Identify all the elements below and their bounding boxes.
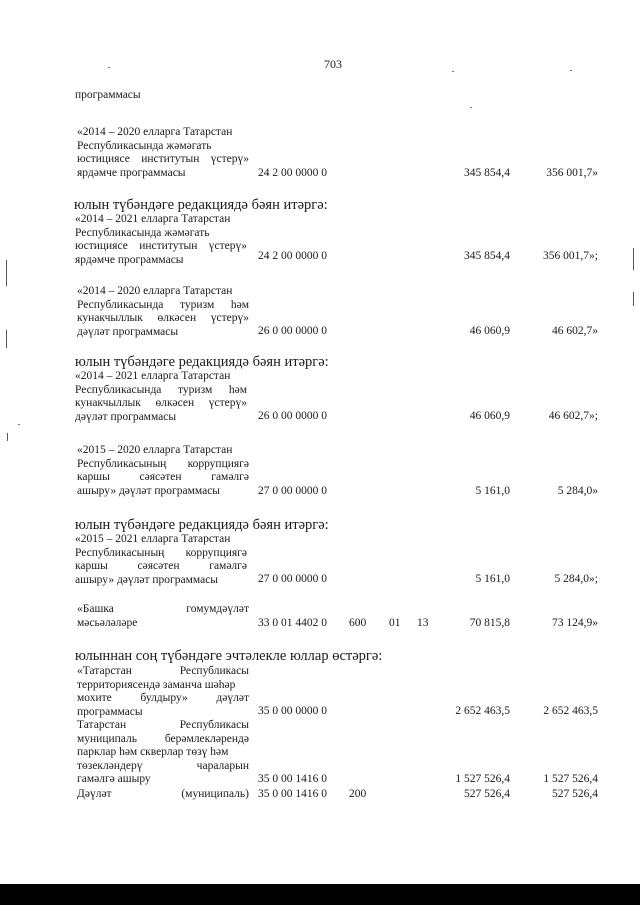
value-2020: 5 161,0 <box>475 485 510 497</box>
value-2021: 46 602,7»; <box>548 410 598 422</box>
scan-speck <box>452 71 454 72</box>
scan-bottom-bar <box>0 884 640 905</box>
value-2021: 46 602,7» <box>552 325 598 337</box>
target-code: 35 0 00 1416 0 <box>258 773 327 785</box>
expense-type-code: 600 <box>349 617 367 629</box>
value-2020: 5 161,0 <box>475 573 510 585</box>
value-2021: 73 124,9» <box>552 617 598 629</box>
scan-edge-mark <box>6 330 7 348</box>
entry-label: «Татарстан Республикасы территориясендә заманча шәһәр мохите булдыру» дәүләт программасы <box>77 665 249 718</box>
target-code: 24 2 00 0000 0 <box>258 167 327 179</box>
entry-label: «2014 – 2021 елларга Татарстан Республикасында туризм һәм кунакчыллык өлкәсен үстерү» дәүләт программасы <box>75 370 247 423</box>
value-2020: 345 854,4 <box>464 250 510 262</box>
value-2021: 527 526,4 <box>552 788 598 800</box>
value-2021: 5 284,0»; <box>554 573 598 585</box>
target-code: 35 0 00 0000 0 <box>258 705 327 717</box>
target-code: 27 0 00 0000 0 <box>258 573 327 585</box>
entry-label: «2015 – 2021 елларга Татарстан Республикасының коррупциягә каршы сәясәтен гамәлгә ашыру» дәүләт программасы <box>75 533 247 586</box>
entry-label: «2014 – 2020 елларга Татарстан Республикасында туризм һәм кунакчыллык өлкәсен үстерү» дәүләт программасы <box>77 285 249 338</box>
value-2021: 356 001,7» <box>546 167 598 179</box>
entry-label: Дәүләт (муниципаль) <box>77 788 249 800</box>
scan-speck <box>18 424 20 425</box>
scan-speck <box>108 67 110 68</box>
target-code: 27 0 00 0000 0 <box>258 485 327 497</box>
entry-label: Татарстан Республикасы муниципаль берәмлекләрендә парклар һәм скверлар төзү һәм төзекләндерү чараларын гамәлгә ашыру <box>77 719 249 785</box>
scan-speck <box>470 107 472 108</box>
subsection-code: 13 <box>417 617 429 629</box>
value-2020: 345 854,4 <box>464 167 510 179</box>
target-code: 26 0 00 0000 0 <box>258 325 327 337</box>
edit-instruction: юлын түбәндәге редакциядә бәян итәргә: <box>74 197 328 213</box>
value-2021: 356 001,7»; <box>543 250 598 262</box>
value-2020: 2 652 463,5 <box>455 705 510 717</box>
target-code: 26 0 00 0000 0 <box>258 410 327 422</box>
section-code: 01 <box>389 617 401 629</box>
entry-label: «2014 – 2021 елларга Татарстан Республикасында жәмәгать юстициясе институтын үстерү» ярдәмче программасы <box>75 213 247 266</box>
continuation-text: программасы <box>75 89 141 101</box>
value-2021: 2 652 463,5 <box>543 705 598 717</box>
edit-instruction: юлыннан соң түбәндәге эчтәлекле юллар өстәргә: <box>75 648 383 664</box>
scan-edge-mark <box>633 248 634 270</box>
expense-type-code: 200 <box>349 788 367 800</box>
scan-edge-mark <box>633 292 634 306</box>
edit-instruction: юлын түбәндәге редакциядә бәян итәргә: <box>75 517 329 533</box>
entry-label: «2015 – 2020 елларга Татарстан Республикасының коррупциягә каршы сәясәтен гамәлгә ашыру» дәүләт программасы <box>77 444 249 497</box>
scan-edge-mark <box>6 260 7 286</box>
value-2021: 1 527 526,4 <box>543 773 598 785</box>
entry-label: «Башка гомумдәүләт мәсьәләләре <box>77 603 249 629</box>
scan-speck <box>570 70 572 71</box>
entry-label: «2014 – 2020 елларга Татарстан Республикасында жәмәгать юстициясе институтын үстерү» ярдәмче программасы <box>77 126 249 179</box>
value-2020: 527 526,4 <box>464 788 510 800</box>
target-code: 24 2 00 0000 0 <box>258 250 327 262</box>
value-2021: 5 284,0» <box>557 485 598 497</box>
value-2020: 1 527 526,4 <box>455 773 510 785</box>
target-code: 35 0 00 1416 0 <box>258 788 327 800</box>
value-2020: 46 060,9 <box>469 325 510 337</box>
scan-edge-mark <box>7 433 8 441</box>
value-2020: 70 815,8 <box>469 617 510 629</box>
page-number: 703 <box>324 57 342 71</box>
target-code: 33 0 01 4402 0 <box>258 617 327 629</box>
value-2020: 46 060,9 <box>469 410 510 422</box>
edit-instruction: юлын түбәндәге редакциядә бәян итәргә: <box>75 354 329 370</box>
